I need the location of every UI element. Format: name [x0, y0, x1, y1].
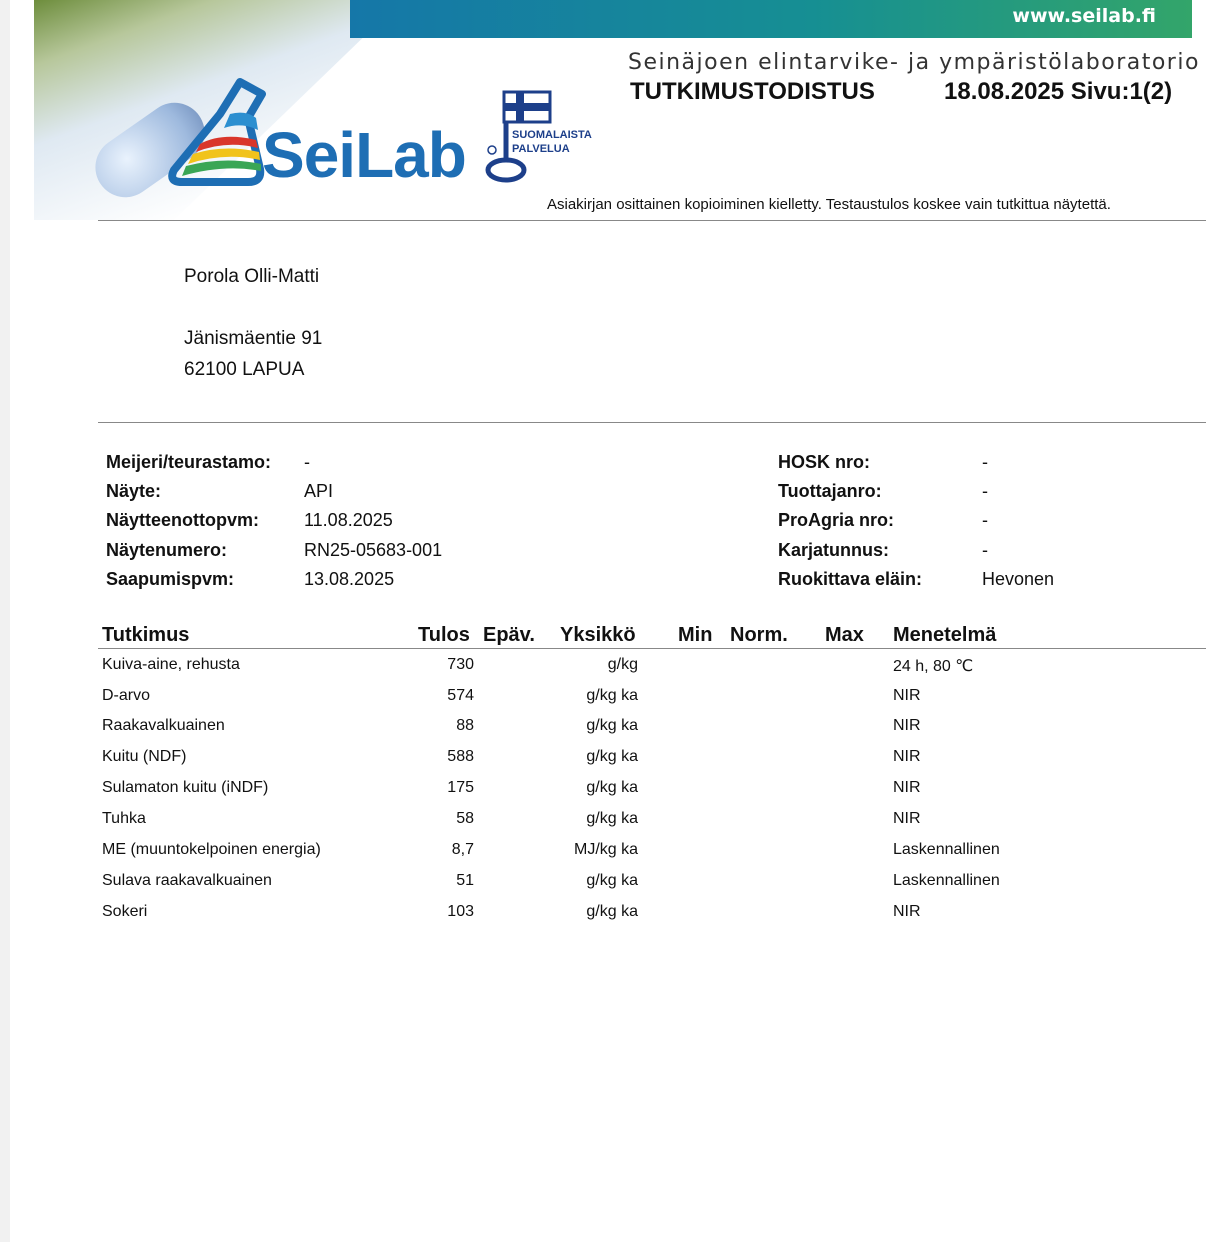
- info-value-proagria: -: [982, 510, 988, 530]
- table-row: [10, 872, 1206, 903]
- row-method: NIR: [893, 903, 921, 920]
- info-label-naytteenottopvm: Näytteenottopvm:: [106, 510, 260, 530]
- info-label-meijeri: Meijeri/teurastamo:: [106, 452, 272, 472]
- table-row: [10, 903, 1206, 934]
- info-value-naytenumero: RN25-05683-001: [304, 540, 443, 560]
- row-unit: g/kg ka: [586, 810, 638, 827]
- row-method: 24 h, 80 ℃: [893, 658, 974, 675]
- row-name: Sulava raakavalkuainen: [102, 872, 272, 889]
- row-name: Tuhka: [102, 810, 146, 827]
- row-unit: g/kg ka: [586, 687, 638, 704]
- col-header-tutkimus: Tutkimus: [102, 624, 190, 646]
- header-band: [350, 0, 1192, 38]
- table-row: [10, 717, 1206, 748]
- row-name: Raakavalkuainen: [102, 717, 225, 734]
- info-label-hosk: HOSK nro:: [778, 452, 870, 472]
- info-value-nayte: API: [304, 481, 334, 501]
- row-method: NIR: [893, 779, 921, 796]
- info-label-naytenumero: Näytenumero:: [106, 540, 228, 560]
- info-value-saapumispvm: 13.08.2025: [304, 569, 395, 589]
- info-value-ruokittava: Hevonen: [982, 569, 1055, 589]
- info-label-saapumispvm: Saapumispvm:: [106, 569, 235, 589]
- recipient-street: Jänismäentie 91: [184, 328, 323, 349]
- keymark-line1: SUOMALAISTA: [512, 129, 592, 141]
- col-header-tulos: Tulos: [418, 624, 470, 646]
- document-title: TUTKIMUSTODISTUS: [630, 78, 875, 105]
- row-method: NIR: [893, 810, 921, 827]
- info-label-tuottajanro: Tuottajanro:: [778, 481, 882, 501]
- row-method: NIR: [893, 717, 921, 734]
- row-method: NIR: [893, 687, 921, 704]
- info-label-ruokittava: Ruokittava eläin:: [778, 569, 923, 589]
- row-name: Kuiva-aine, rehusta: [102, 656, 240, 673]
- col-header-yksikko: Yksikkö: [560, 624, 636, 646]
- info-label-proagria: ProAgria nro:: [778, 510, 895, 530]
- row-tulos: 51: [456, 872, 474, 889]
- row-method: NIR: [893, 748, 921, 765]
- row-tulos: 175: [447, 779, 474, 796]
- table-row: [10, 687, 1206, 718]
- recipient-name: Porola Olli-Matti: [184, 266, 320, 287]
- row-name: ME (muuntokelpoinen energia): [102, 841, 321, 858]
- info-label-nayte: Näyte:: [106, 481, 162, 501]
- row-unit: g/kg ka: [586, 779, 638, 796]
- seilab-logo-text: SeiLab: [262, 119, 466, 191]
- row-tulos: 58: [456, 810, 474, 827]
- row-tulos: 103: [447, 903, 474, 920]
- row-tulos: 730: [447, 656, 474, 673]
- row-tulos: 88: [456, 717, 474, 734]
- row-name: Sokeri: [102, 903, 148, 920]
- info-value-naytteenottopvm: 11.08.2025: [304, 510, 393, 530]
- row-name: Sulamaton kuitu (iNDF): [102, 779, 269, 796]
- row-method: Laskennallinen: [893, 872, 1000, 889]
- row-unit: g/kg: [607, 656, 638, 673]
- header-divider: [98, 220, 1206, 221]
- col-header-max: Max: [825, 624, 864, 646]
- copy-notice: Asiakirjan osittainen kopioiminen kielletty. Testaustulos koskee vain tutkittua näytettä.: [547, 196, 1111, 213]
- col-header-min: Min: [678, 624, 713, 646]
- row-unit: g/kg ka: [586, 903, 638, 920]
- info-value-meijeri: -: [304, 452, 310, 472]
- row-tulos: 8,7: [451, 841, 474, 858]
- row-name: Kuitu (NDF): [102, 748, 187, 765]
- table-row: [10, 779, 1206, 810]
- address-divider: [98, 422, 1206, 423]
- col-header-menetelma: Menetelmä: [893, 624, 997, 646]
- col-header-norm: Norm.: [730, 624, 788, 646]
- lab-name: Seinäjoen elintarvike- ja ympäristölaboratorio: [628, 50, 1200, 75]
- row-unit: MJ/kg ka: [573, 841, 638, 858]
- recipient-city: 62100 LAPUA: [184, 359, 305, 380]
- table-row: [10, 748, 1206, 779]
- key-flag-icon: [484, 90, 594, 190]
- col-header-epav: Epäv.: [483, 624, 535, 646]
- document-page: [10, 0, 1206, 1242]
- row-tulos: 574: [447, 687, 474, 704]
- info-value-hosk: -: [982, 452, 988, 472]
- info-value-tuottajanro: -: [982, 481, 988, 501]
- row-tulos: 588: [447, 748, 474, 765]
- row-method: Laskennallinen: [893, 841, 1000, 858]
- table-row: [10, 810, 1206, 841]
- document-date-page: 18.08.2025 Sivu:1(2): [944, 78, 1173, 105]
- info-label-karjatunnus: Karjatunnus:: [778, 540, 890, 560]
- table-row: [10, 841, 1206, 872]
- keymark-line2: PALVELUA: [512, 143, 570, 155]
- table-row: [10, 656, 1206, 687]
- row-name: D-arvo: [102, 687, 151, 704]
- row-unit: g/kg ka: [586, 748, 638, 765]
- website-link[interactable]: www.seilab.fi: [1012, 5, 1156, 27]
- table-header-divider: [98, 648, 1206, 649]
- info-value-karjatunnus: -: [982, 540, 988, 560]
- row-unit: g/kg ka: [586, 872, 638, 889]
- row-unit: g/kg ka: [586, 717, 638, 734]
